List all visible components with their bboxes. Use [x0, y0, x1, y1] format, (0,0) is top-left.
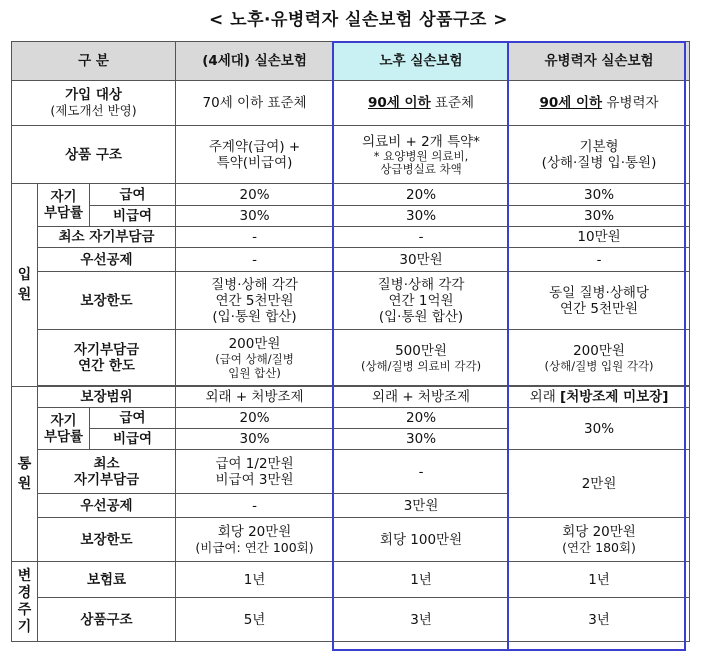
in-annual-cap-c1-2: (급여 상해/질병 — [215, 351, 294, 366]
out-min-copay-label-2: 자기부담금 — [73, 471, 140, 488]
in-noncovered-c3: 30% — [509, 206, 690, 227]
in-deductible-c3: - — [509, 248, 690, 272]
in-deductible-label: 우선공제 — [38, 248, 176, 272]
renew-structure-row — [12, 598, 690, 642]
out-scope-c3-a: 외래 — [529, 389, 561, 405]
out-deductible-c2: 3만원 — [334, 494, 509, 518]
in-annual-cap-c3-1: 200만원 — [573, 342, 625, 359]
out-scope-c3 — [509, 387, 690, 408]
structure-c2-note1: * 요양병원 의료비, — [373, 148, 469, 163]
renew-premium-row — [12, 562, 690, 598]
header-col-4th-gen: (4세대) 실손보험 — [176, 42, 334, 81]
out-scope-c3-b: [처방조제 미보장] — [560, 389, 669, 405]
in-annual-cap-c1-1: 200만원 — [228, 335, 281, 352]
header-col-senior: 노후 실손보험 — [334, 42, 509, 81]
in-covered-c3: 30% — [509, 184, 690, 206]
outpatient-section-text: 통원 — [17, 456, 32, 492]
out-copay-label-1: 자기 — [50, 412, 77, 429]
in-limit-c3 — [509, 272, 690, 330]
in-copay-label-2: 부담률 — [43, 205, 84, 221]
in-copay-label — [38, 184, 90, 227]
in-covered-c1: 20% — [176, 184, 334, 206]
eligibility-c3 — [509, 81, 690, 126]
in-limit-c1-1: 질병·상해 각각 — [211, 276, 298, 293]
in-limit-c2-3: (입·통원 합산) — [378, 308, 464, 325]
row-structure — [12, 126, 690, 184]
inpatient-section-label — [12, 184, 38, 387]
renew-structure-c3: 3년 — [509, 598, 690, 642]
out-covered-row — [12, 408, 690, 429]
in-annual-cap-c3-2: (상해/질병 입원 각각) — [544, 358, 654, 373]
out-copay-c3: 30% — [509, 408, 690, 450]
out-deductible-c1: - — [176, 494, 334, 518]
renew-structure-label: 상품구조 — [38, 598, 176, 642]
eligibility-c2-rest: 표준체 — [430, 95, 475, 111]
out-min-copay-c3: 2만원 — [509, 450, 690, 518]
out-limit-c3 — [509, 518, 690, 562]
in-noncovered-c2: 30% — [334, 206, 509, 227]
renew-structure-c1: 5년 — [176, 598, 334, 642]
in-annual-cap-c3 — [509, 330, 690, 386]
out-covered-c2: 20% — [334, 408, 509, 429]
in-limit-c3-2: 연간 5천만원 — [559, 300, 639, 317]
eligibility-label-main: 가입 대상 — [65, 87, 122, 103]
in-noncovered-row — [12, 206, 690, 227]
out-limit-c3-2: (연간 180회) — [562, 539, 636, 555]
in-copay-label-1: 자기 — [50, 189, 77, 205]
inpatient-section-text: 입원 — [17, 267, 32, 303]
in-annual-cap-label-2: 연간 한도 — [78, 357, 135, 374]
in-limit-c1-2: 연간 5천만원 — [215, 292, 294, 309]
in-annual-cap-c2 — [334, 330, 509, 386]
in-covered-label: 급여 — [90, 184, 176, 206]
in-limit-c1 — [176, 272, 334, 330]
out-deductible-label: 우선공제 — [38, 494, 176, 518]
renew-premium-label: 보험료 — [38, 562, 176, 598]
in-annual-cap-row — [12, 330, 690, 386]
in-noncovered-label: 비급여 — [90, 206, 176, 227]
structure-c3-line2: (상해·질병 입·통원) — [541, 154, 657, 171]
eligibility-label-sub: (제도개선 반영) — [50, 103, 137, 118]
renew-premium-c2: 1년 — [334, 562, 509, 598]
in-deductible-c1: - — [176, 248, 334, 272]
in-limit-c2-2: 연간 1억원 — [388, 292, 454, 309]
in-annual-cap-c2-2: (상해/질병 의료비 각각) — [360, 358, 482, 373]
out-scope-c2: 외래 + 처방조제 — [334, 387, 509, 408]
in-limit-c2 — [334, 272, 509, 330]
in-deductible-c2: 30만원 — [334, 248, 509, 272]
in-annual-cap-c1-3: 입원 합산) — [228, 365, 281, 380]
header-category-text: 구 분 — [78, 53, 109, 69]
out-noncovered-c2: 30% — [334, 429, 509, 450]
out-min-copay-row — [12, 450, 690, 494]
structure-c3 — [509, 126, 690, 184]
renew-premium-c3: 1년 — [509, 562, 690, 598]
page-title: < 노후·유병력자 실손보험 상품구조 > — [208, 10, 509, 30]
out-noncovered-label: 비급여 — [90, 429, 176, 450]
structure-c2-note2: 상급병실료 차액 — [380, 161, 462, 176]
in-limit-c3-1: 동일 질병·상해당 — [549, 284, 649, 301]
eligibility-c2-strong: 90세 이하 — [368, 95, 431, 111]
in-limit-row — [12, 272, 690, 330]
structure-c1-line1: 주계약(급여) + — [208, 138, 301, 155]
out-limit-c1-2: (비급여: 연간 100회) — [195, 539, 314, 555]
out-covered-c1: 20% — [176, 408, 334, 429]
out-min-copay-c2: - — [334, 450, 509, 494]
header-row — [12, 42, 690, 81]
in-annual-cap-c1 — [176, 330, 334, 386]
out-copay-label-2: 부담률 — [43, 428, 84, 445]
eligibility-c3-strong: 90세 이하 — [539, 95, 603, 111]
eligibility-c3-rest: 유병력자 — [602, 95, 659, 111]
in-limit-label: 보장한도 — [38, 272, 176, 330]
in-min-copay-c3: 10만원 — [509, 227, 690, 248]
header-category — [12, 42, 176, 81]
out-limit-c3-1: 회당 20만원 — [562, 523, 636, 540]
out-limit-row — [12, 518, 690, 562]
renewal-section-text: 변경주기 — [17, 567, 32, 635]
eligibility-label — [12, 81, 176, 126]
out-min-copay-label — [38, 450, 176, 494]
header-col-preexisting: 유병력자 실손보험 — [509, 42, 690, 81]
comparison-table-wrapper — [11, 41, 689, 651]
eligibility-c1: 70세 이하 표준체 — [176, 81, 334, 126]
row-eligibility — [12, 81, 690, 126]
structure-label: 상품 구조 — [12, 126, 176, 184]
comparison-table — [11, 41, 690, 642]
out-scope-label: 보장범위 — [38, 387, 176, 408]
out-scope-c1: 외래 + 처방조제 — [176, 387, 334, 408]
renew-structure-c2: 3년 — [334, 598, 509, 642]
out-copay-label — [38, 408, 90, 450]
out-noncovered-c1: 30% — [176, 429, 334, 450]
in-min-copay-row — [12, 227, 690, 248]
out-scope-row — [12, 387, 690, 408]
in-covered-row — [12, 184, 690, 206]
in-annual-cap-label — [38, 330, 176, 386]
out-min-copay-c1 — [176, 450, 334, 494]
in-annual-cap-label-1: 자기부담금 — [73, 341, 140, 358]
out-limit-c1 — [176, 518, 334, 562]
renew-premium-c1: 1년 — [176, 562, 334, 598]
structure-c2-line1: 의료비 + 2개 특약* — [362, 133, 480, 150]
structure-c1 — [176, 126, 334, 184]
in-min-copay-c2: - — [334, 227, 509, 248]
structure-c1-line2: 특약(비급여) — [216, 154, 293, 171]
in-limit-c2-1: 질병·상해 각각 — [377, 276, 465, 293]
out-covered-label: 급여 — [90, 408, 176, 429]
renewal-section-label — [12, 562, 38, 642]
structure-c2 — [334, 126, 509, 184]
in-annual-cap-c2-1: 500만원 — [395, 342, 447, 359]
out-min-copay-label-1: 최소 — [93, 455, 120, 472]
in-min-copay-label: 최소 자기부담금 — [38, 227, 176, 248]
in-noncovered-c1: 30% — [176, 206, 334, 227]
eligibility-c2 — [334, 81, 509, 126]
in-deductible-row — [12, 248, 690, 272]
out-limit-c1-1: 회당 20만원 — [217, 523, 292, 540]
structure-c3-line1: 기본형 — [579, 138, 619, 155]
outpatient-section-label — [12, 387, 38, 562]
out-min-copay-c1-1: 급여 1/2만원 — [215, 455, 294, 472]
out-limit-label: 보장한도 — [38, 518, 176, 562]
in-covered-c2: 20% — [334, 184, 509, 206]
in-min-copay-c1: - — [176, 227, 334, 248]
out-limit-c2: 회당 100만원 — [334, 518, 509, 562]
in-limit-c1-3: (입·통원 합산) — [212, 308, 297, 325]
out-min-copay-c1-2: 비급여 3만원 — [215, 471, 294, 488]
